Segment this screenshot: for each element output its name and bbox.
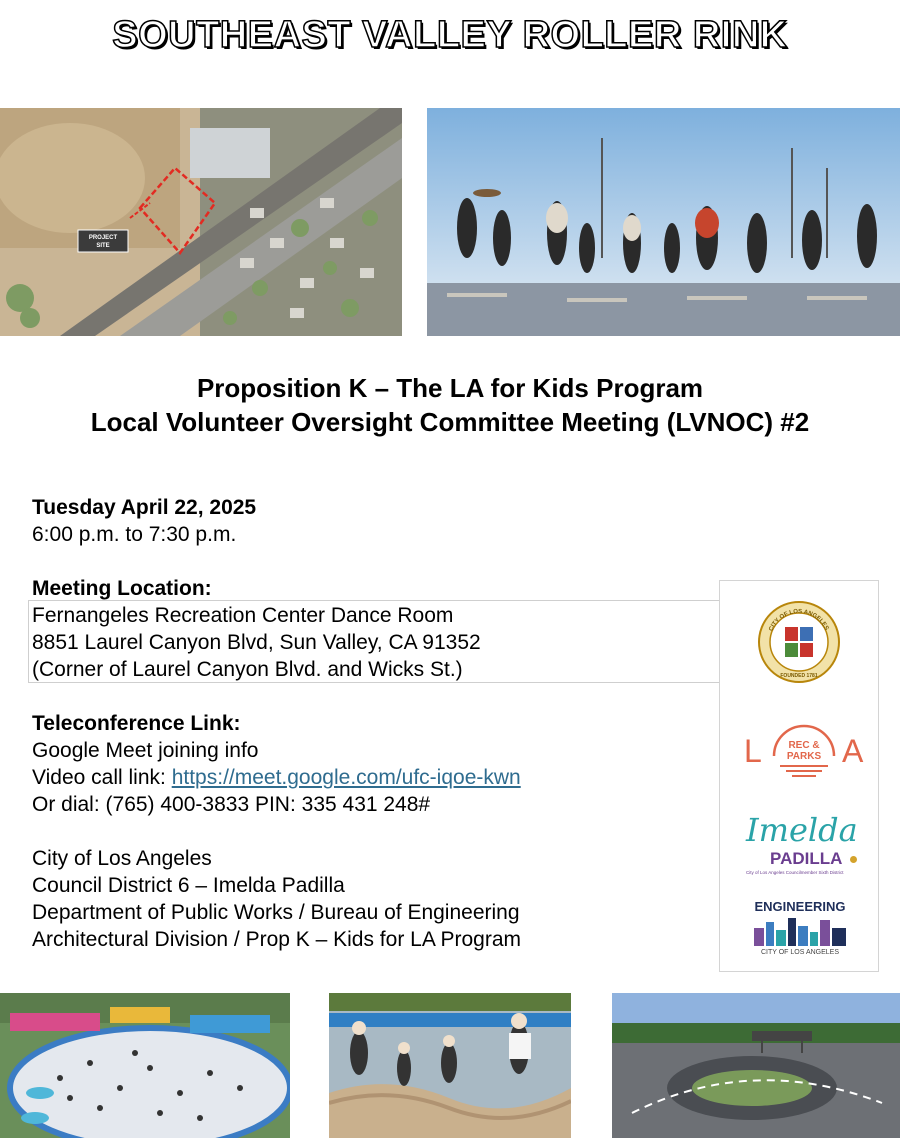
location-corner: (Corner of Laurel Canyon Blvd. and Wicks St.) (32, 658, 463, 681)
meeting-time: 6:00 p.m. to 7:30 p.m. (32, 523, 237, 546)
video-call-link[interactable]: https://meet.google.com/ufc-iqoe-kwn (171, 766, 521, 789)
sponsor-public-works: Department of Public Works / Bureau of Engineering (32, 901, 520, 924)
sponsor-council: Council District 6 – Imelda Padilla (32, 874, 345, 897)
imelda-padilla-logo (742, 811, 870, 881)
recparks-line1: REC & (788, 740, 820, 751)
pump-track-photo (329, 993, 571, 1138)
teleconference-label: Teleconference Link: (32, 712, 241, 735)
sponsor-city: City of Los Angeles (32, 847, 212, 870)
padilla-subtitle: City of Los Angeles Councilmember Sixth District (746, 870, 844, 875)
skaters-photo (427, 108, 900, 336)
padilla-dot (850, 856, 857, 863)
video-call-line (32, 764, 521, 791)
sponsor-architectural: Architectural Division / Prop K – Kids for LA Program (32, 928, 522, 951)
padilla-wordmark: PADILLA (770, 849, 843, 868)
skyline-icon (754, 916, 848, 946)
project-site-label: PROJECT (88, 235, 118, 241)
page-title: SOUTHEAST VALLEY ROLLER RINK (112, 14, 788, 56)
meeting-date: Tuesday April 22, 2025 (32, 496, 257, 519)
engineering-wordmark: ENGINEERING (754, 899, 846, 914)
project-site-label-2: SITE (96, 243, 110, 249)
seal-text: CITY OF LOS ANGELES (768, 608, 830, 633)
city-seal-logo (758, 601, 840, 683)
video-call-prefix: Video call link: (32, 766, 172, 789)
roller-rink-photo (0, 993, 290, 1138)
program-heading: Proposition K – The LA for Kids Program (196, 373, 704, 403)
engineering-logo (750, 899, 860, 961)
logo-panel (719, 580, 879, 972)
dial-in-info: Or dial: (765) 400-3833 PIN: 335 431 248# (32, 793, 431, 816)
aerial-site-map (0, 108, 402, 336)
location-address: 8851 Laurel Canyon Blvd, Sun Valley, CA 91352 (32, 631, 481, 654)
location-venue: Fernangeles Recreation Center Dance Room (32, 604, 454, 627)
imelda-wordmark: Imelda (746, 811, 858, 849)
recparks-a: A (842, 733, 864, 769)
rec-parks-logo (742, 724, 868, 786)
seal-founded: FOUNDED 1781 (780, 673, 818, 679)
location-label: Meeting Location: (32, 577, 212, 600)
bike-track-photo (612, 993, 900, 1138)
engineering-subtitle: CITY OF LOS ANGELES (760, 949, 840, 956)
recparks-line2: PARKS (786, 751, 822, 762)
meeting-heading: Local Volunteer Oversight Committee Meeting (LVNOC) #2 (90, 407, 810, 437)
google-meet-info: Google Meet joining info (32, 739, 259, 762)
recparks-l: L (744, 733, 762, 769)
